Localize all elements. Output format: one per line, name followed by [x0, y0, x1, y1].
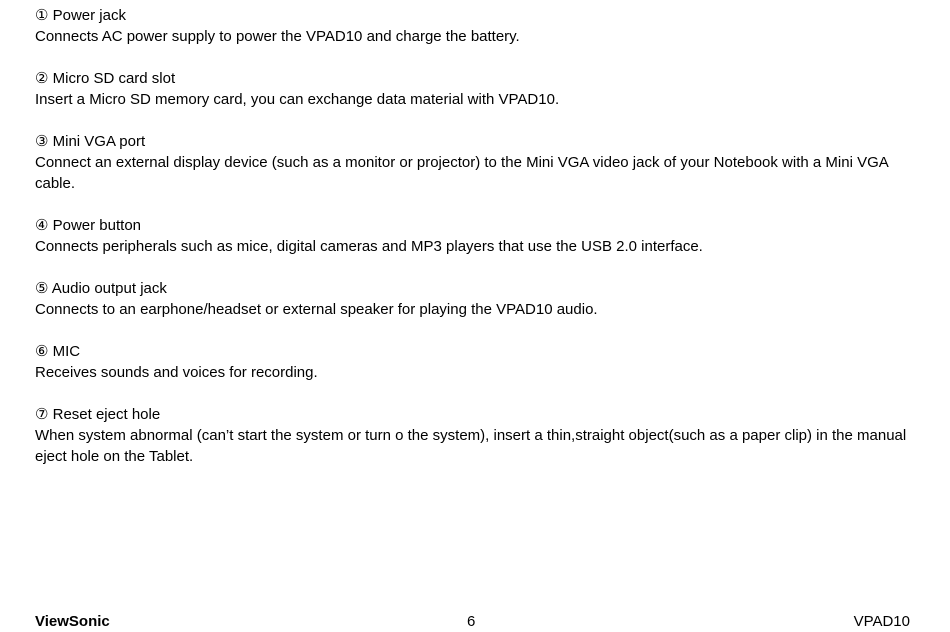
list-item-reset-eject-hole — [35, 404, 915, 467]
item-description: When system abnormal (can’t start the system or turn o the system), insert a thin,straight object(such as a paper clip) in the manual eject hole on the Tablet. — [35, 427, 907, 465]
footer-model: VPAD10 — [853, 613, 910, 630]
item-title: ⑤ Audio output jack — [35, 280, 167, 297]
list-item-audio-output-jack — [35, 278, 915, 320]
item-description: Connect an external display device (such as a monitor or projector) to the Mini VGA video jack of your Notebook with a Mini VGA cable. — [35, 154, 888, 192]
item-title: ⑥ MIC — [35, 343, 81, 360]
item-title: ① Power jack — [35, 7, 126, 24]
item-description: Connects to an earphone/headset or external speaker for playing the VPAD10 audio. — [35, 301, 598, 318]
footer-brand: ViewSonic — [35, 613, 110, 630]
item-title: ⑦ Reset eject hole — [35, 406, 161, 423]
item-title: ② Micro SD card slot — [35, 70, 176, 87]
item-description: Insert a Micro SD memory card, you can exchange data material with VPAD10. — [35, 91, 560, 108]
page-footer — [35, 612, 910, 632]
item-description: Connects peripherals such as mice, digital cameras and MP3 players that use the USB 2.0 interface. — [35, 238, 703, 255]
list-item-mini-vga-port — [35, 131, 915, 194]
list-item-power-jack — [35, 5, 915, 47]
page-number: 6 — [467, 613, 476, 630]
item-description: Connects AC power supply to power the VPAD10 and charge the battery. — [35, 28, 520, 45]
item-description: Receives sounds and voices for recording. — [35, 364, 318, 381]
list-item-micro-sd-slot — [35, 68, 915, 110]
list-item-mic — [35, 341, 915, 383]
item-title: ③ Mini VGA port — [35, 133, 146, 150]
document-body — [35, 5, 915, 488]
item-title: ④ Power button — [35, 217, 142, 234]
list-item-power-button — [35, 215, 915, 257]
